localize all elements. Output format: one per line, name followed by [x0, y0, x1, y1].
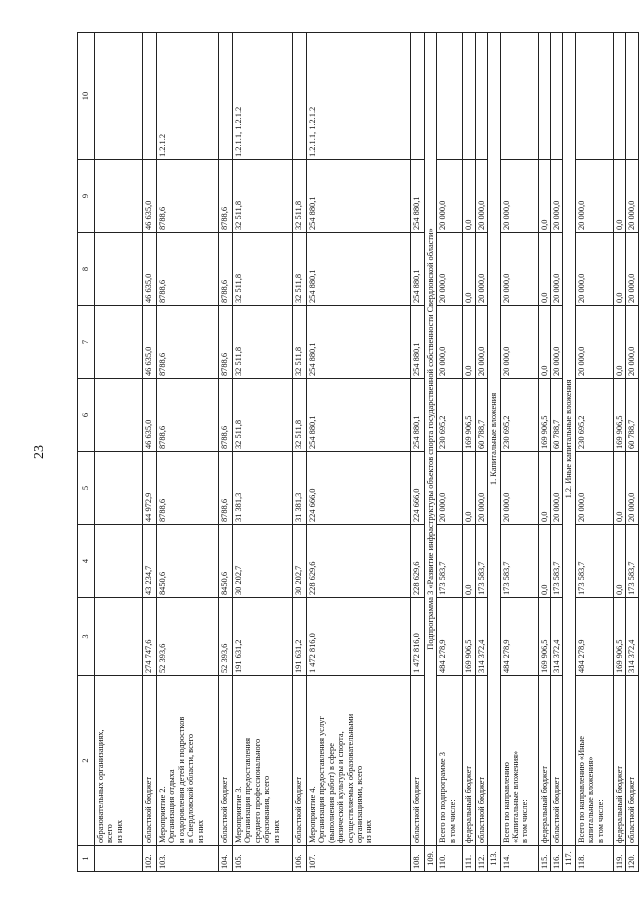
description-cell: областной бюджет [219, 676, 233, 846]
year-value-cell: 46 635,0 [143, 306, 157, 379]
total-cell: 314 372,4 [551, 598, 563, 676]
year-value-cell: 20 000,0 [575, 233, 613, 306]
year-value-cell: 173 583,7 [437, 525, 463, 598]
year-value-cell: 0,0 [538, 525, 550, 598]
year-value-cell: 0,0 [613, 160, 625, 233]
total-cell [95, 598, 143, 676]
year-value-cell: 0,0 [613, 452, 625, 525]
year-value-cell: 20 000,0 [475, 233, 487, 306]
year-value-cell [95, 525, 143, 598]
description-cell: областной бюджет [293, 676, 307, 846]
description-cell: Всего по направлению «Иные капитальные вложения» в том числе: [575, 676, 613, 846]
year-value-cell: 31 381,3 [293, 452, 307, 525]
total-cell: 169 906,5 [538, 598, 550, 676]
description-cell: Мероприятие 4. Организация предоставления услуг (выполнения работ) в сфере физической культуры и спорта, осуществляемых образовательными организациями, всего из них [307, 676, 411, 846]
row-number-cell: 112. [475, 846, 487, 872]
row-number-cell: 111. [463, 846, 475, 872]
row-number-cell: 106. [293, 846, 307, 872]
target-indicator-cell [463, 33, 475, 160]
row-number-cell: 115. [538, 846, 550, 872]
description-cell: областной бюджет [143, 676, 157, 846]
year-value-cell: 20 000,0 [475, 160, 487, 233]
total-cell: 191 631,2 [293, 598, 307, 676]
year-value-cell: 44 972,9 [143, 452, 157, 525]
year-value-cell: 20 000,0 [575, 306, 613, 379]
year-value-cell [95, 379, 143, 452]
total-cell: 1 472 816,0 [307, 598, 411, 676]
budget-table [77, 32, 639, 872]
row-number-cell: 104. [219, 846, 233, 872]
header-cell: 5 [78, 452, 95, 525]
year-value-cell: 224 666,0 [307, 452, 411, 525]
header-cell: 10 [78, 33, 95, 160]
total-cell: 169 906,5 [463, 598, 475, 676]
year-value-cell [95, 452, 143, 525]
year-value-cell: 32 511,8 [293, 379, 307, 452]
target-indicator-cell [613, 33, 625, 160]
row-number-cell: 117. [563, 846, 575, 872]
year-value-cell: 20 000,0 [626, 306, 638, 379]
row-number-cell: 120. [626, 846, 638, 872]
target-indicator-cell [551, 33, 563, 160]
section-row [563, 33, 575, 872]
description-cell: федеральный бюджет [463, 676, 475, 846]
year-value-cell: 31 381,3 [233, 452, 293, 525]
year-value-cell: 254 880,1 [411, 306, 425, 379]
header-cell: 2 [78, 676, 95, 846]
year-value-cell: 46 635,0 [143, 160, 157, 233]
table-row [626, 33, 638, 872]
year-value-cell: 20 000,0 [551, 306, 563, 379]
year-value-cell: 254 880,1 [411, 379, 425, 452]
target-indicator-cell [219, 33, 233, 160]
year-value-cell: 228 629,6 [307, 525, 411, 598]
year-value-cell: 0,0 [463, 160, 475, 233]
total-cell: 484 278,9 [437, 598, 463, 676]
year-value-cell: 30 202,7 [293, 525, 307, 598]
year-value-cell: 8788,6 [219, 160, 233, 233]
section-title-cell: 1. Капитальные вложения [488, 33, 500, 846]
year-value-cell: 224 666,0 [411, 452, 425, 525]
year-value-cell: 254 880,1 [411, 160, 425, 233]
year-value-cell: 0,0 [613, 233, 625, 306]
target-indicator-cell: 1.2.1.1, 1.2.1.2 [233, 33, 293, 160]
year-value-cell: 20 000,0 [500, 233, 538, 306]
total-cell: 52 393,6 [219, 598, 233, 676]
row-number-cell: 119. [613, 846, 625, 872]
table-row [538, 33, 550, 872]
year-value-cell: 20 000,0 [437, 306, 463, 379]
year-value-cell: 0,0 [538, 452, 550, 525]
table-row [157, 33, 219, 872]
target-indicator-cell [293, 33, 307, 160]
table-row [411, 33, 425, 872]
year-value-cell: 8788,6 [157, 306, 219, 379]
row-number-cell: 109. [425, 846, 437, 872]
total-cell: 52 393,6 [157, 598, 219, 676]
year-value-cell: 173 583,7 [551, 525, 563, 598]
row-number-cell: 116. [551, 846, 563, 872]
table-row [575, 33, 613, 872]
year-value-cell: 32 511,8 [293, 160, 307, 233]
year-value-cell: 254 880,1 [307, 160, 411, 233]
description-cell: Всего по подпрограмме 3 в том числе: [437, 676, 463, 846]
year-value-cell: 60 788,7 [475, 379, 487, 452]
row-number-cell: 107. [307, 846, 411, 872]
year-value-cell: 8788,6 [219, 306, 233, 379]
target-indicator-cell: 1.2.1.2 [157, 33, 219, 160]
year-value-cell: 8788,6 [157, 379, 219, 452]
year-value-cell: 8788,6 [219, 233, 233, 306]
year-value-cell: 32 511,8 [293, 306, 307, 379]
year-value-cell: 20 000,0 [551, 452, 563, 525]
year-value-cell: 230 695,2 [500, 379, 538, 452]
description-cell: образовательных организациях, всего из них [95, 676, 143, 846]
table-row [475, 33, 487, 872]
total-cell: 1 472 816,0 [411, 598, 425, 676]
target-indicator-cell [475, 33, 487, 160]
year-value-cell: 173 583,7 [626, 525, 638, 598]
year-value-cell: 8788,6 [219, 452, 233, 525]
year-value-cell: 0,0 [463, 233, 475, 306]
total-cell: 484 278,9 [500, 598, 538, 676]
year-value-cell: 8788,6 [219, 379, 233, 452]
year-value-cell: 254 880,1 [307, 233, 411, 306]
year-value-cell: 254 880,1 [307, 306, 411, 379]
year-value-cell: 0,0 [613, 525, 625, 598]
year-value-cell: 43 234,7 [143, 525, 157, 598]
year-value-cell: 32 511,8 [233, 160, 293, 233]
table-body [78, 33, 639, 872]
year-value-cell: 60 788,7 [551, 379, 563, 452]
table-row [95, 33, 143, 872]
year-value-cell: 0,0 [538, 233, 550, 306]
year-value-cell: 20 000,0 [437, 233, 463, 306]
description-cell: областной бюджет [551, 676, 563, 846]
year-value-cell: 32 511,8 [233, 306, 293, 379]
year-value-cell: 8788,6 [157, 452, 219, 525]
description-cell: Всего по направлению «Капитальные вложения» в том числе: [500, 676, 538, 846]
target-indicator-cell [575, 33, 613, 160]
description-cell: федеральный бюджет [538, 676, 550, 846]
year-value-cell: 20 000,0 [437, 160, 463, 233]
target-indicator-cell [437, 33, 463, 160]
header-cell: 9 [78, 160, 95, 233]
year-value-cell: 60 788,7 [626, 379, 638, 452]
year-value-cell: 20 000,0 [626, 452, 638, 525]
year-value-cell: 20 000,0 [500, 160, 538, 233]
row-number-cell: 110. [437, 846, 463, 872]
total-cell: 274 747,6 [143, 598, 157, 676]
year-value-cell: 20 000,0 [500, 306, 538, 379]
year-value-cell: 0,0 [538, 160, 550, 233]
row-number-cell: 103. [157, 846, 219, 872]
year-value-cell: 46 635,0 [143, 233, 157, 306]
section-row [425, 33, 437, 872]
year-value-cell [95, 306, 143, 379]
table-row [219, 33, 233, 872]
total-cell: 314 372,4 [626, 598, 638, 676]
year-value-cell: 20 000,0 [626, 160, 638, 233]
table-row [463, 33, 475, 872]
year-value-cell: 173 583,7 [575, 525, 613, 598]
year-value-cell: 169 906,5 [538, 379, 550, 452]
year-value-cell: 32 511,8 [293, 233, 307, 306]
year-value-cell: 0,0 [613, 306, 625, 379]
row-number-cell [95, 846, 143, 872]
row-number-cell: 113. [488, 846, 500, 872]
year-value-cell: 46 635,0 [143, 379, 157, 452]
year-value-cell: 20 000,0 [475, 306, 487, 379]
year-value-cell: 20 000,0 [551, 233, 563, 306]
description-cell: Мероприятие 3. Организация предоставления среднего профессионального образования, всего из них [233, 676, 293, 846]
description-cell: федеральный бюджет [613, 676, 625, 846]
year-value-cell: 8788,6 [157, 233, 219, 306]
year-value-cell: 169 906,5 [613, 379, 625, 452]
year-value-cell: 169 906,5 [463, 379, 475, 452]
header-cell: 8 [78, 233, 95, 306]
target-indicator-cell [411, 33, 425, 160]
row-number-cell: 118. [575, 846, 613, 872]
year-value-cell: 20 000,0 [437, 452, 463, 525]
total-cell: 314 372,4 [475, 598, 487, 676]
header-cell: 6 [78, 379, 95, 452]
rotated-table-frame [77, 33, 637, 872]
table-row [293, 33, 307, 872]
table-row [437, 33, 463, 872]
year-value-cell: 0,0 [463, 452, 475, 525]
year-value-cell: 20 000,0 [575, 452, 613, 525]
year-value-cell: 20 000,0 [626, 233, 638, 306]
target-indicator-cell [538, 33, 550, 160]
section-row [488, 33, 500, 872]
target-indicator-cell [500, 33, 538, 160]
header-cell: 3 [78, 598, 95, 676]
year-value-cell: 8450,6 [157, 525, 219, 598]
year-value-cell: 0,0 [463, 306, 475, 379]
section-title-cell: 1.2. Иные капитальные вложения [563, 33, 575, 846]
target-indicator-cell: 1.2.1.1, 1.2.1.2 [307, 33, 411, 160]
year-value-cell: 20 000,0 [551, 160, 563, 233]
table-row [551, 33, 563, 872]
year-value-cell: 230 695,2 [437, 379, 463, 452]
year-value-cell: 0,0 [538, 306, 550, 379]
description-cell: областной бюджет [475, 676, 487, 846]
total-cell: 169 906,5 [613, 598, 625, 676]
year-value-cell: 20 000,0 [575, 160, 613, 233]
row-number-cell: 105. [233, 846, 293, 872]
target-indicator-cell [143, 33, 157, 160]
year-value-cell: 32 511,8 [233, 233, 293, 306]
year-value-cell: 8450,6 [219, 525, 233, 598]
year-value-cell: 173 583,7 [500, 525, 538, 598]
header-cell: 4 [78, 525, 95, 598]
year-value-cell: 254 880,1 [411, 233, 425, 306]
year-value-cell: 0,0 [463, 525, 475, 598]
year-value-cell: 230 695,2 [575, 379, 613, 452]
year-value-cell: 228 629,6 [411, 525, 425, 598]
table-row [500, 33, 538, 872]
year-value-cell: 254 880,1 [307, 379, 411, 452]
row-number-cell: 114. [500, 846, 538, 872]
description-cell: областной бюджет [626, 676, 638, 846]
year-value-cell [95, 233, 143, 306]
header-cell: 1 [78, 846, 95, 872]
table-row [143, 33, 157, 872]
target-indicator-cell [626, 33, 638, 160]
table-row [307, 33, 411, 872]
year-value-cell: 8788,6 [157, 160, 219, 233]
page-number: 23 [32, 445, 47, 459]
target-indicator-cell [95, 33, 143, 160]
description-cell: областной бюджет [411, 676, 425, 846]
year-value-cell: 173 583,7 [475, 525, 487, 598]
year-value-cell: 20 000,0 [475, 452, 487, 525]
row-number-cell: 102. [143, 846, 157, 872]
year-value-cell [95, 160, 143, 233]
year-value-cell: 20 000,0 [500, 452, 538, 525]
table-row [233, 33, 293, 872]
section-title-cell: Подпрограмма 3 «Развитие инфраструктуры объектов спорта государственной собственности Свердловской области» [425, 33, 437, 846]
year-value-cell: 30 202,7 [233, 525, 293, 598]
budget-table-sheet [77, 33, 637, 872]
total-cell: 484 278,9 [575, 598, 613, 676]
year-value-cell: 32 511,8 [233, 379, 293, 452]
header-cell: 7 [78, 306, 95, 379]
row-number-cell: 108. [411, 846, 425, 872]
description-cell: Мероприятие 2. Организация отдыха и оздоровления детей и подростков в Свердловской области, всего из них [157, 676, 219, 846]
table-row [613, 33, 625, 872]
total-cell: 191 631,2 [233, 598, 293, 676]
column-number-row [78, 33, 95, 872]
